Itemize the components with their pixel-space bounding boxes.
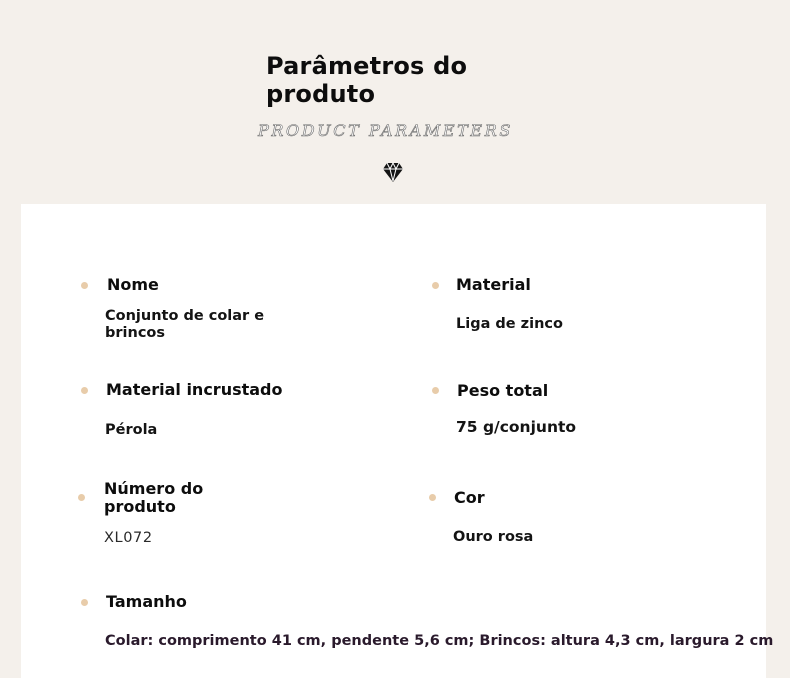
- page-subtitle: PRODUCT PARAMETERS: [258, 121, 513, 140]
- bullet-dot: [432, 282, 439, 289]
- bullet-dot: [81, 387, 88, 394]
- param-label: Material incrustado: [106, 380, 283, 399]
- diamond-icon: [382, 162, 404, 183]
- param-label: Material: [456, 275, 531, 294]
- param-label: Tamanho: [106, 592, 187, 611]
- bullet-dot: [78, 494, 85, 501]
- bullet-dot: [81, 599, 88, 606]
- bullet-dot: [432, 387, 439, 394]
- param-value: XL072: [104, 530, 153, 546]
- param-label: Peso total: [457, 381, 549, 400]
- param-value: Liga de zinco: [456, 316, 563, 332]
- param-value: Conjunto de colar e brincos: [105, 308, 265, 341]
- param-value: 75 g/conjunto: [456, 418, 577, 436]
- page-title: Parâmetros do produto: [266, 52, 468, 108]
- param-label: Número do produto: [104, 479, 204, 516]
- param-label: Cor: [454, 488, 485, 507]
- bullet-dot: [429, 494, 436, 501]
- param-value: Pérola: [105, 422, 158, 438]
- param-value: Colar: comprimento 41 cm, pendente 5,6 cm; Brincos: altura 4,3 cm, largura 2 cm: [105, 633, 774, 649]
- bullet-dot: [81, 282, 88, 289]
- parameters-card: [21, 204, 774, 678]
- param-label: Nome: [107, 275, 159, 294]
- param-value: Ouro rosa: [453, 529, 534, 545]
